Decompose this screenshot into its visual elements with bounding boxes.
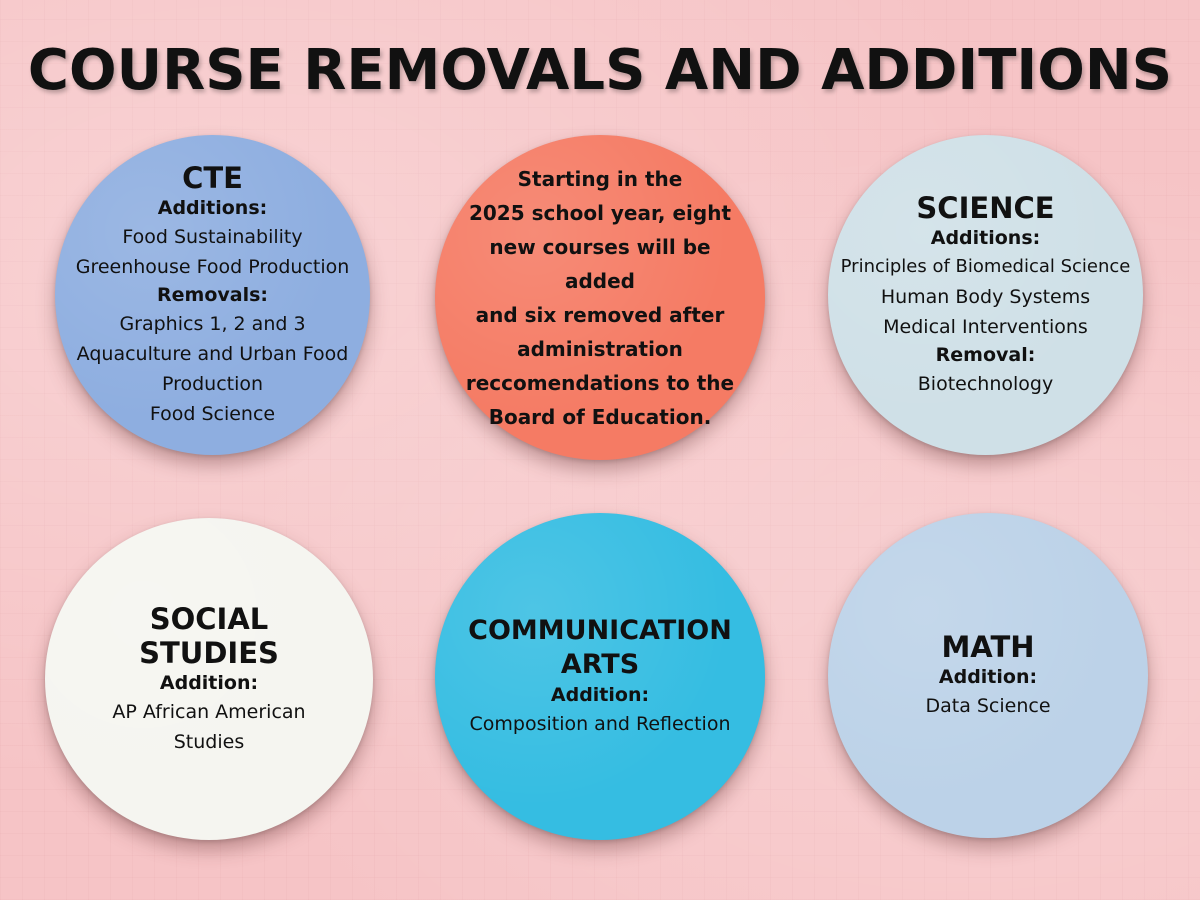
intro-circle <box>435 135 765 460</box>
cte-removal-item: Graphics 1, 2 and 3 <box>119 313 306 335</box>
cte-heading: CTE <box>182 161 243 195</box>
social-studies-heading-line1: SOCIAL <box>149 601 269 636</box>
intro-line: new courses will be added <box>489 234 711 293</box>
cte-addition-item: Food Sustainability <box>122 226 303 248</box>
social-studies-heading-line2: STUDIES <box>139 635 279 670</box>
science-addition-item: Human Body Systems <box>880 286 1091 308</box>
science-removal-item: Biotechnology <box>917 373 1054 395</box>
cte-circle <box>55 135 370 455</box>
social-studies-addition-item: Studies <box>173 730 245 753</box>
intro-line: 2025 school year, eight <box>468 200 732 225</box>
science-heading: SCIENCE <box>916 191 1055 225</box>
cte-removal-item: Aquaculture and Urban Food <box>76 343 349 365</box>
social-studies-circle <box>45 518 373 840</box>
math-circle <box>828 513 1148 838</box>
science-removal-label: Removal: <box>935 344 1036 366</box>
cte-additions-label: Additions: <box>157 197 268 219</box>
intro-line: administration <box>517 336 683 361</box>
communication-arts-heading-line1: COMMUNICATION <box>468 615 732 646</box>
intro-line: Starting in the <box>517 166 683 191</box>
math-heading: MATH <box>941 630 1035 664</box>
intro-line: Board of Education. <box>488 404 712 429</box>
communication-arts-circle <box>435 513 765 840</box>
cte-removals-label: Removals: <box>157 284 268 306</box>
communication-arts-addition-item: Composition and Reflection <box>469 713 731 735</box>
social-studies-addition-item: AP African American <box>112 700 306 723</box>
intro-text <box>435 162 765 434</box>
intro-line: and six removed after <box>475 302 725 327</box>
math-addition-label: Addition: <box>938 666 1038 688</box>
science-addition-item: Principles of Biomedical Science <box>840 256 1131 277</box>
social-studies-addition-label: Addition: <box>159 671 259 694</box>
cte-removal-item: Production <box>161 373 264 395</box>
communication-arts-addition-label: Addition: <box>550 684 650 706</box>
intro-line: reccomendations to the <box>465 370 735 395</box>
cte-removal-item: Food Science <box>149 403 276 425</box>
science-additions-label: Additions: <box>930 227 1041 249</box>
page-title: COURSE REMOVALS AND ADDITIONS <box>27 38 1173 103</box>
math-addition-item: Data Science <box>925 695 1051 717</box>
science-addition-item: Medical Interventions <box>883 316 1088 338</box>
science-circle <box>828 135 1143 455</box>
cte-addition-item: Greenhouse Food Production <box>75 256 350 278</box>
communication-arts-heading-line2: ARTS <box>560 649 640 680</box>
